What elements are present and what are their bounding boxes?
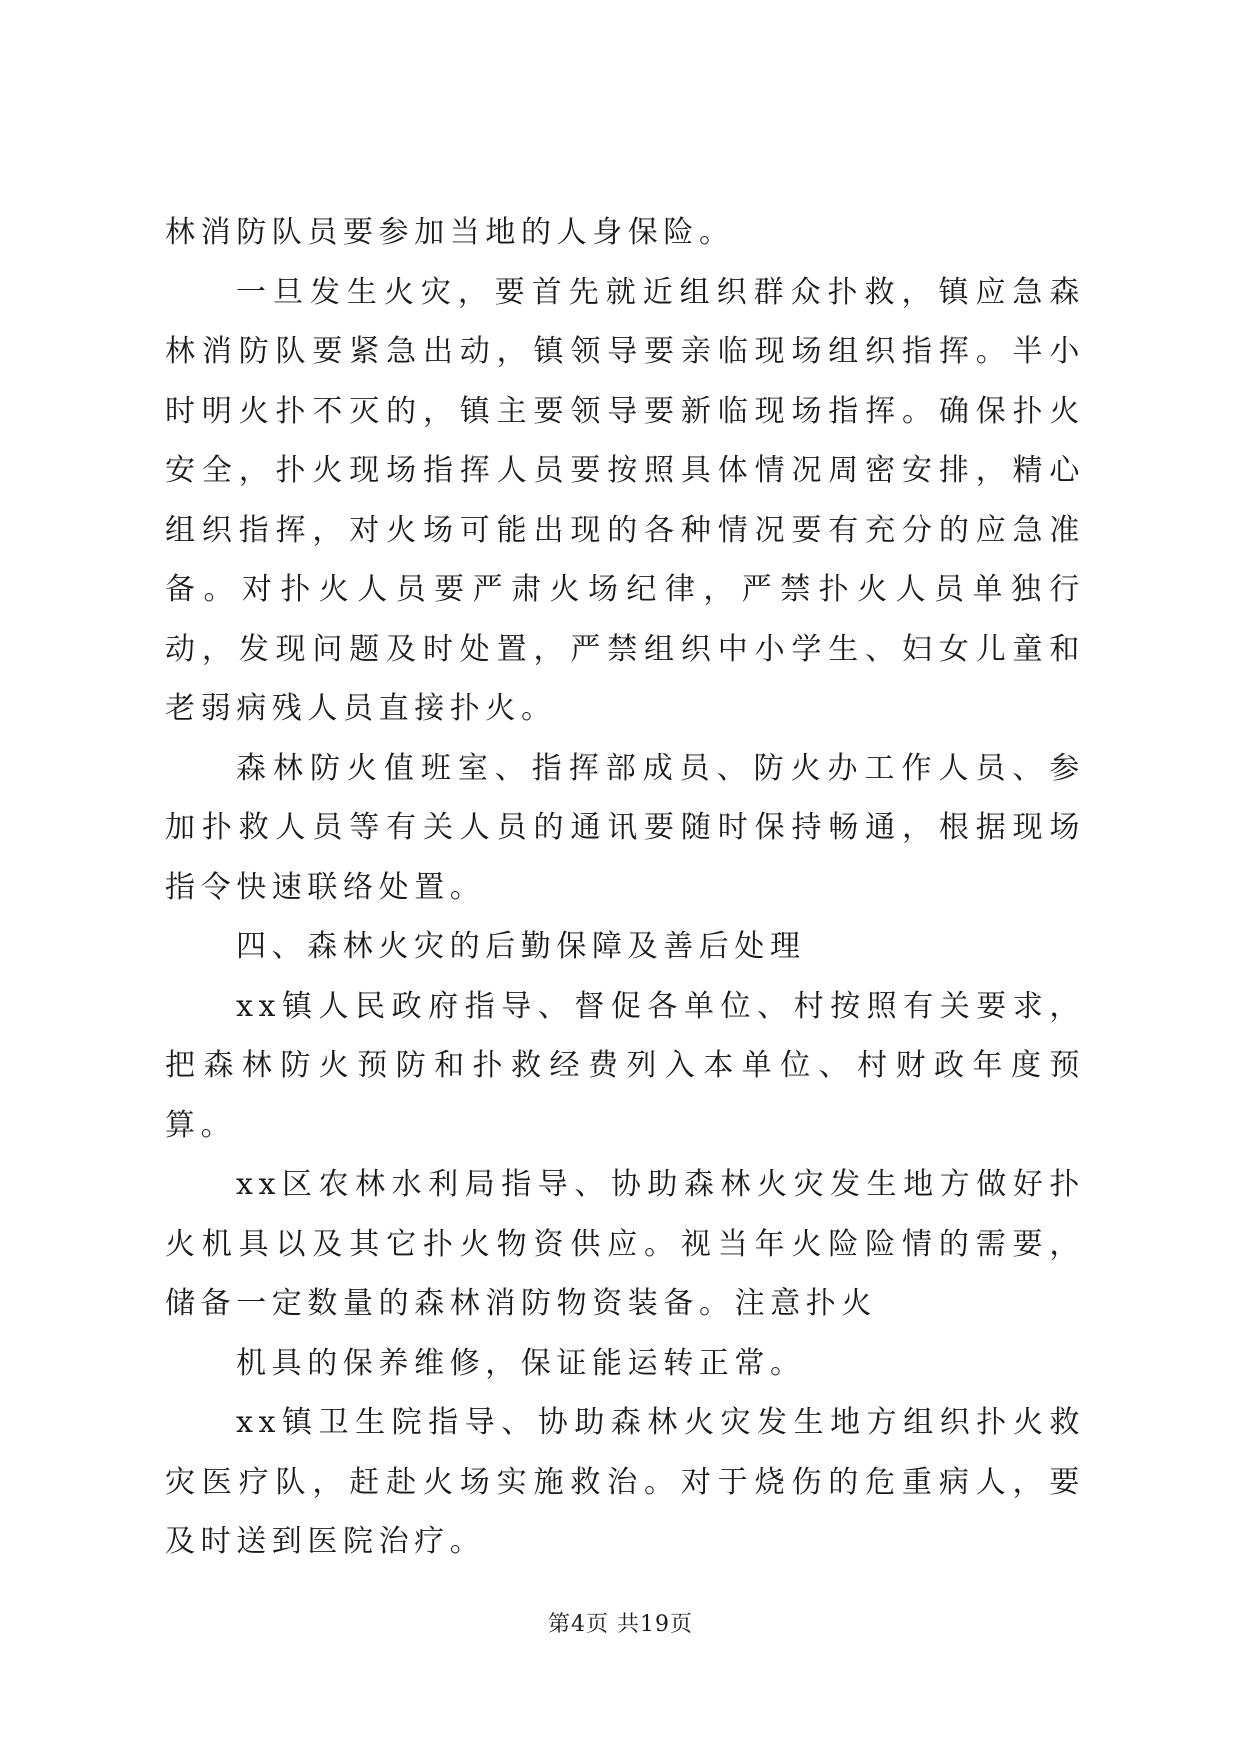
section-heading: 四、森林火灾的后勤保障及善后处理	[236, 929, 806, 964]
paragraph-1: 林消防队员要参加当地的人身保险。	[165, 215, 735, 250]
paragraph-5: xx镇人民政府指导、督促各单位、村按照有关要求，把森林防火预防和扑救经费列入本单位、村财政年度预算。	[165, 988, 1085, 1143]
paragraph-8: xx镇卫生院指导、协助森林火灾发生地方组织扑火救灾医疗队，赶赴火场实施救治。对于烧伤的危重病人，要及时送到医院治疗。	[165, 1405, 1085, 1559]
paragraph-3: 森林防火值班室、指挥部成员、防火办工作人员、参加扑救人员等有关人员的通讯要随时保持畅通，根据现场指令快速联络处置。	[165, 750, 1085, 905]
paragraph-6: xx区农林水利局指导、协助森林火灾发生地方做好扑火机具以及其它扑火物资供应。视当年火险险情的需要，储备一定数量的森林消防物资装备。注意扑火	[165, 1167, 1085, 1321]
page-number-footer: 第4页 共19页	[548, 1612, 693, 1637]
paragraph-7: 机具的保养维修，保证能运转正常。	[236, 1345, 806, 1381]
paragraph-2: 一旦发生火灾，要首先就近组织群众扑救，镇应急森林消防队要紧急出动，镇领导要亲临现场组织指挥。半小时明火扑不灭的，镇主要领导要新临现场指挥。确保扑火安全，扑火现场指挥人员要按照具体情况周密安排，精心组织指挥，对火场可能出现的各种情况要有充分的应急准备。对扑火人员要严肃火场纪律，严禁扑火人员单独行动，发现问题及时处置，严禁组织中小学生、妇女儿童和老弱病残人员直接扑火。	[165, 274, 1085, 726]
document-body	[165, 203, 1085, 1572]
